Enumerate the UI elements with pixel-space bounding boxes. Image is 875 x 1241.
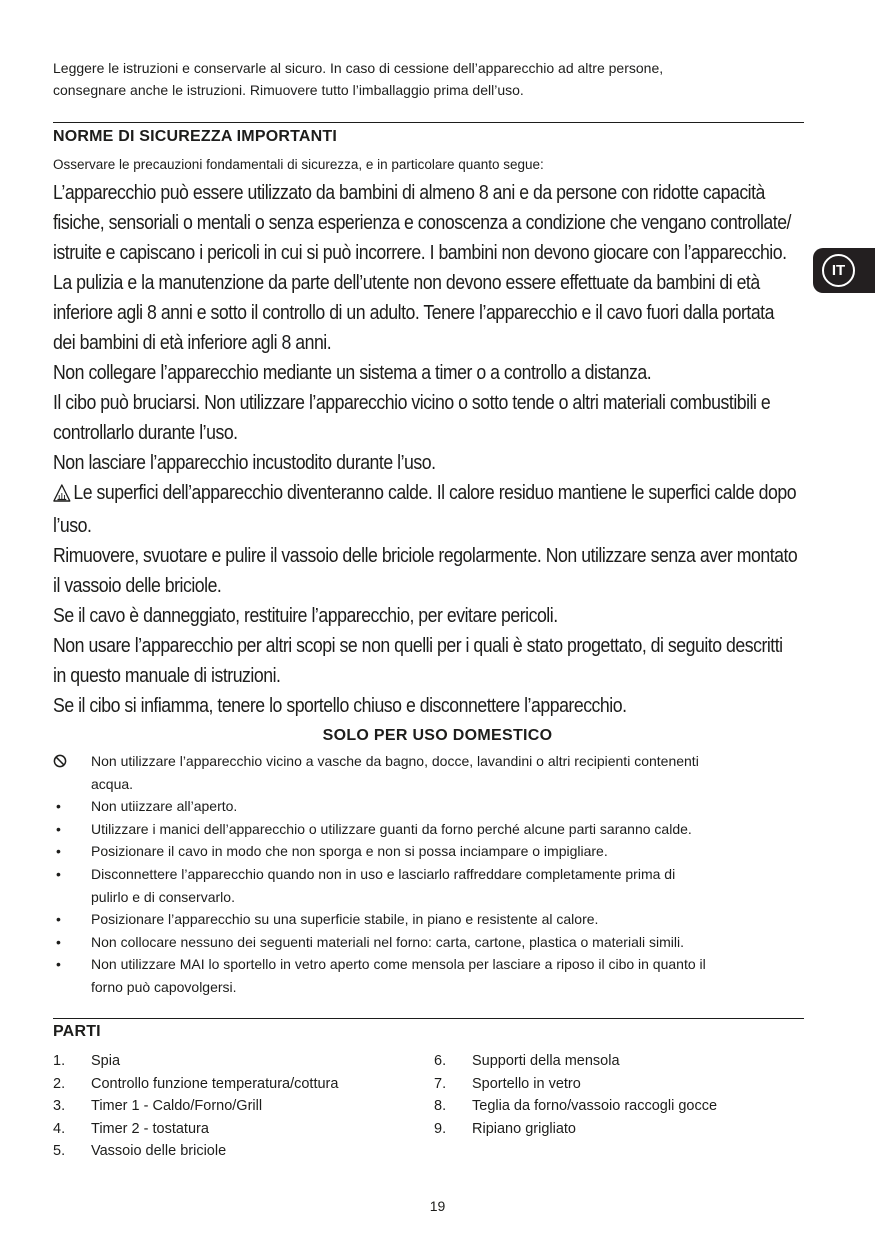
page-number: 19 — [429, 1198, 446, 1214]
warning-line: Rimuovere, svuotare e pulire il vassoio delle briciole regolarmente. Non utilizzare senza aver montato — [53, 545, 798, 567]
intro-line: Leggere le istruzioni e conservarle al sicuro. In caso di cessione dell’apparecchio ad altre persone, — [53, 60, 664, 76]
part-item — [53, 1140, 338, 1163]
part-item — [434, 1050, 717, 1073]
list-item-text: Utilizzare i manici dell’apparecchio o utilizzare guanti da forno perché alcune parti saranno calde. — [91, 820, 692, 837]
list-item — [53, 908, 798, 931]
parts-list-left — [53, 1050, 338, 1163]
domestic-list — [53, 750, 798, 999]
warning-line: Non usare l’apparecchio per altri scopi se non quelli per i quali è stato progettato, di seguito descritti — [53, 635, 783, 657]
intro-line: consegnare anche le istruzioni. Rimuovere tutto l’imballaggio prima dell’uso. — [53, 82, 524, 98]
bullet-marker: • — [56, 933, 61, 950]
bullet-marker: • — [56, 798, 61, 815]
prohibition-icon — [53, 750, 73, 773]
part-item — [53, 1050, 338, 1073]
parts-heading: PARTI — [53, 1023, 101, 1040]
list-item-text: Posizionare il cavo in modo che non sporga e non si possa inciampare o impigliare. — [91, 843, 608, 860]
warning-line: Se il cibo si infiamma, tenere lo sportello chiuso e disconnettere l’apparecchio. — [53, 695, 627, 717]
part-label: Timer 2 - tostatura — [91, 1120, 209, 1137]
list-item-text: acqua. — [91, 775, 134, 792]
warning-line: l’uso. — [53, 515, 92, 537]
list-item-text: pulirlo e di conservarlo. — [91, 888, 235, 905]
warning-line: Le superfici dell’apparecchio diventeranno calde. Il calore residuo mantiene le superfici calde dopo — [73, 482, 797, 504]
language-tab-label: IT — [822, 254, 855, 287]
warning-line: inferiore agli 8 anni e sotto il controllo di un adulto. Tenere l’apparecchio e il cavo fuori dalla portata — [53, 302, 774, 324]
warning-line: dei bambini di età inferiore agli 8 anni. — [53, 332, 332, 354]
part-item — [434, 1118, 717, 1141]
warning-line: in questo manuale di istruzioni. — [53, 665, 281, 687]
list-item-text: forno può capovolgersi. — [91, 978, 237, 995]
safety-warnings — [53, 178, 798, 721]
list-item-text: Non utiizzare all’aperto. — [91, 798, 238, 815]
list-item-text: Non utilizzare l’apparecchio vicino a vasche da bagno, docce, lavandini o altri recipienti contenenti — [91, 753, 699, 769]
warning-line: La pulizia e la manutenzione da parte dell’utente non devono essere effettuate da bambini di età — [53, 272, 760, 294]
part-number: 5. — [53, 1143, 66, 1160]
language-tab — [813, 248, 875, 293]
part-number: 3. — [53, 1098, 66, 1115]
warning-line: Se il cavo è danneggiato, restituire l’apparecchio, per evitare pericoli. — [53, 605, 558, 627]
part-label: Sportello in vetro — [472, 1075, 581, 1092]
section-divider — [53, 122, 804, 123]
list-item-text: Disconnettere l’apparecchio quando non in uso e lasciarlo raffreddare completamente prima di — [91, 865, 676, 882]
part-number: 6. — [434, 1053, 447, 1069]
part-number: 7. — [434, 1075, 447, 1092]
bullet-marker: • — [56, 911, 61, 928]
warning-line: il vassoio delle briciole. — [53, 575, 222, 597]
warning-line: L’apparecchio può essere utilizzato da bambini di almeno 8 ani e da persone con ridotte capacità — [53, 182, 765, 204]
part-label: Spia — [91, 1053, 121, 1069]
safety-heading: NORME DI SICUREZZA IMPORTANTI — [53, 128, 338, 145]
list-item-text: Non collocare nessuno dei seguenti materiali nel forno: carta, cartone, plastica o materiali simili. — [91, 933, 684, 950]
part-label: Supporti della mensola — [472, 1053, 620, 1069]
part-label: Ripiano grigliato — [472, 1120, 576, 1137]
list-item — [53, 931, 798, 954]
part-label: Vassoio delle briciole — [91, 1143, 227, 1160]
list-item — [53, 953, 798, 998]
list-item — [53, 795, 798, 818]
bullet-marker: • — [56, 865, 61, 882]
hot-surface-warning-icon — [53, 481, 71, 511]
warning-line: istruite e capiscano i pericoli in cui si può incorrere. I bambini non devono giocare con l’apparecchio. — [53, 242, 787, 264]
list-item-text: Posizionare l’apparecchio su una superficie stabile, in piano e resistente al calore. — [91, 911, 599, 928]
list-item — [53, 750, 798, 795]
warning-line: Non lasciare l’apparecchio incustodito durante l’uso. — [53, 452, 436, 474]
warning-line: controllarlo durante l’uso. — [53, 422, 238, 444]
intro-text — [53, 57, 773, 101]
part-label: Timer 1 - Caldo/Forno/Grill — [91, 1098, 263, 1115]
part-item — [53, 1118, 338, 1141]
part-number: 4. — [53, 1120, 66, 1137]
warning-line: Non collegare l’apparecchio mediante un sistema a timer o a controllo a distanza. — [53, 362, 652, 384]
bullet-marker: • — [56, 843, 61, 860]
part-item — [53, 1095, 338, 1118]
part-item — [434, 1095, 717, 1118]
list-item — [53, 818, 798, 841]
section-divider — [53, 1018, 804, 1019]
part-item — [53, 1073, 338, 1096]
part-number: 9. — [434, 1120, 447, 1137]
domestic-heading: SOLO PER USO DOMESTICO — [322, 727, 553, 744]
bullet-marker: • — [56, 820, 61, 837]
warning-line: Il cibo può bruciarsi. Non utilizzare l’apparecchio vicino o sotto tende o altri materiali combustibili e — [53, 392, 771, 414]
part-label: Teglia da forno/vassoio raccogli gocce — [472, 1098, 718, 1115]
list-item-text: Non utilizzare MAI lo sportello in vetro aperto come mensola per lasciare a riposo il cibo in quanto il — [91, 956, 706, 973]
part-label: Controllo funzione temperatura/cottura — [91, 1075, 339, 1092]
warning-line-hot-surface — [53, 478, 797, 511]
warning-line: fisiche, sensoriali o mentali o senza esperienza e conoscenza a condizione che vengano controllate/ — [53, 212, 791, 234]
parts-list-right — [434, 1050, 717, 1140]
part-number: 2. — [53, 1075, 66, 1092]
part-number: 1. — [53, 1053, 66, 1069]
safety-subtitle: Osservare le precauzioni fondamentali di sicurezza, e in particolare quanto segue: — [53, 157, 544, 172]
part-number: 8. — [434, 1098, 447, 1115]
list-item — [53, 840, 798, 863]
bullet-marker: • — [56, 956, 61, 973]
part-item — [434, 1073, 717, 1096]
list-item — [53, 863, 798, 908]
